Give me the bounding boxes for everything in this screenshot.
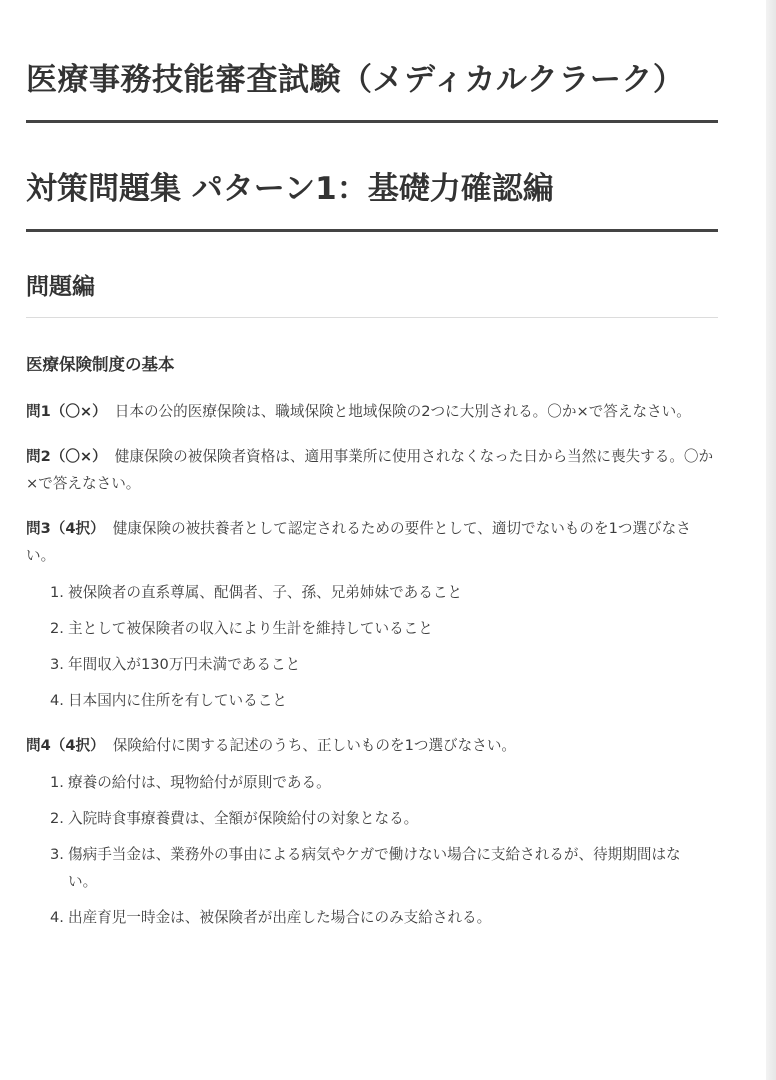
option-number: 3. <box>50 656 64 673</box>
question-4 <box>26 732 718 759</box>
option-text: 入院時食事療養費は、全額が保険給付の対象となる。 <box>68 810 419 827</box>
option-number: 4. <box>50 692 64 709</box>
answer-option <box>50 904 718 931</box>
option-number: 2. <box>50 810 64 827</box>
subsection-heading: 医療保険制度の基本 <box>26 355 175 374</box>
answer-option <box>50 579 718 606</box>
option-text: 傷病手当金は、業務外の事由による病気やケガで働けない場合に支給されるが、待期期間はない。 <box>68 846 681 890</box>
answer-option <box>50 841 718 895</box>
option-number: 1. <box>50 584 64 601</box>
answer-option <box>50 769 718 796</box>
question-text: 健康保険の被扶養者として認定されるための要件として、適切でないものを1つ選びなさい。 <box>26 520 691 564</box>
option-number: 2. <box>50 620 64 637</box>
option-text: 被保険者の直系尊属、配偶者、子、孫、兄弟姉妹であること <box>68 584 463 601</box>
answer-option <box>50 687 718 714</box>
question-label: 問1（〇×） <box>26 403 107 420</box>
option-number: 1. <box>50 774 64 791</box>
answer-options <box>26 579 718 714</box>
question-text: 日本の公的医療保険は、職域保険と地域保険の2つに大別される。〇か×で答えなさい。 <box>114 403 691 420</box>
option-text: 日本国内に住所を有していること <box>68 692 287 709</box>
option-text: 療養の給付は、現物給付が原則である。 <box>68 774 331 791</box>
question-label: 問2（〇×） <box>26 448 107 465</box>
article-content <box>26 0 718 931</box>
question-text: 保険給付に関する記述のうち、正しいものを1つ選びなさい。 <box>112 737 517 754</box>
answer-options <box>26 769 718 931</box>
page-title: 医療事務技能審査試験（メディカルクラーク） <box>26 62 685 98</box>
question-3 <box>26 515 718 569</box>
question-label: 問4（4択） <box>26 737 105 754</box>
question-1 <box>26 398 718 425</box>
question-label: 問3（4択） <box>26 520 105 537</box>
option-text: 年間収入が130万円未満であること <box>68 656 301 673</box>
option-text: 出産育児一時金は、被保険者が出産した場合にのみ支給される。 <box>68 909 492 926</box>
section-heading: 問題編 <box>26 274 95 300</box>
question-text: 健康保険の被保険者資格は、適用事業所に使用されなくなった日から当然に喪失する。〇か×で答えなさい。 <box>26 448 714 492</box>
page-edge-shadow <box>766 0 776 1080</box>
answer-option <box>50 615 718 642</box>
option-number: 3. <box>50 846 64 863</box>
question-2 <box>26 443 718 497</box>
answer-option <box>50 805 718 832</box>
page-subtitle: 対策問題集 パターン1：基礎力確認編 <box>26 171 554 207</box>
option-text: 主として被保険者の収入により生計を維持していること <box>68 620 433 637</box>
option-number: 4. <box>50 909 64 926</box>
answer-option <box>50 651 718 678</box>
